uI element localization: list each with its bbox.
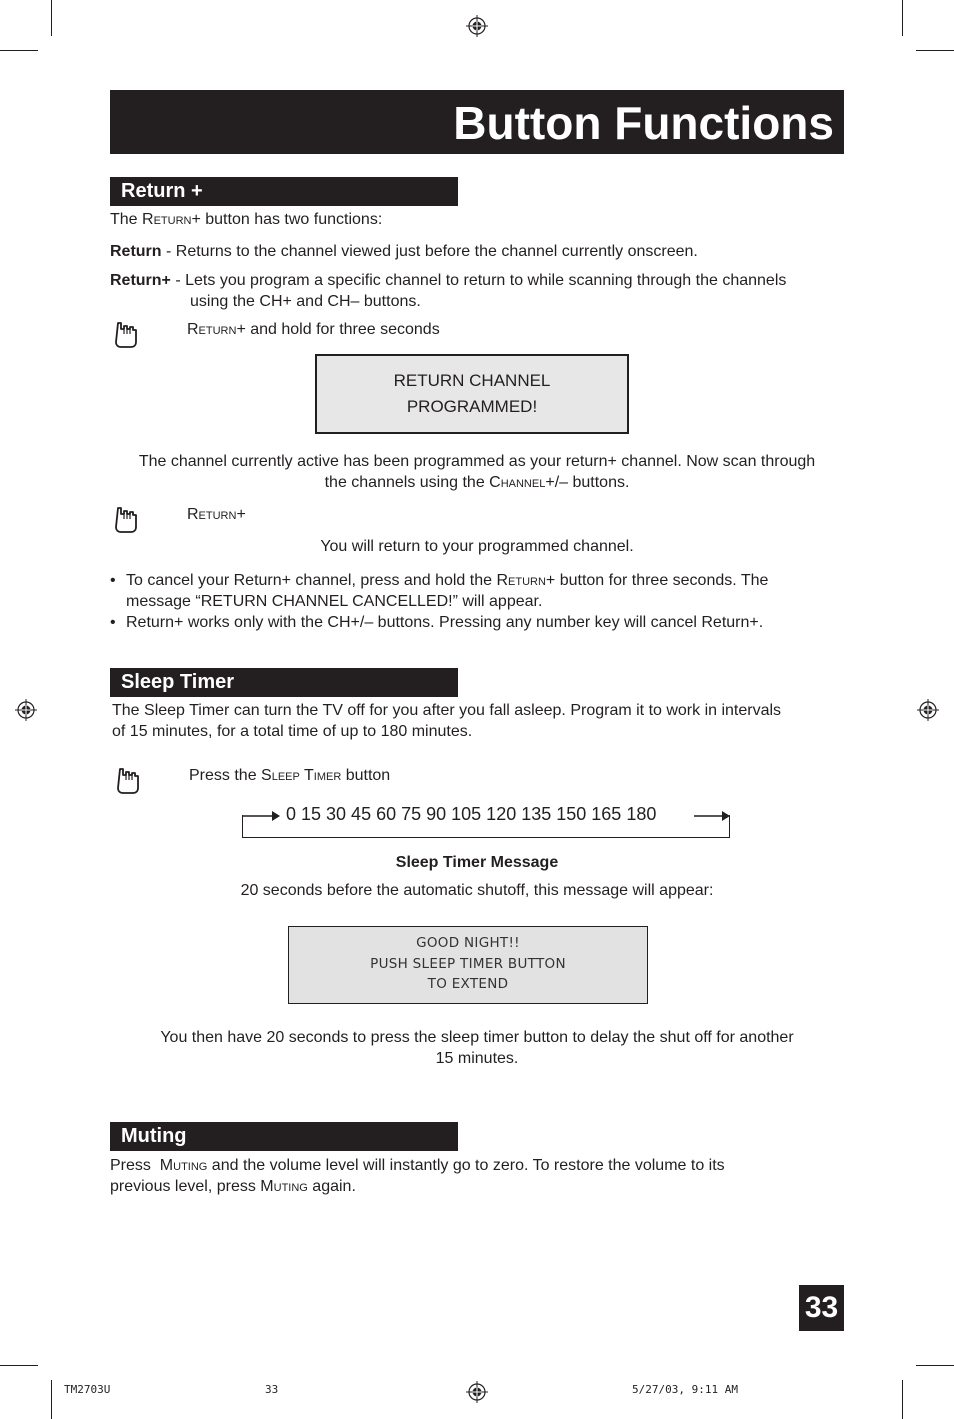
bullet-text: To cancel your Return+ channel, press and hold the xyxy=(126,572,497,589)
muting-prefix: Press xyxy=(110,1157,160,1174)
section-heading-return xyxy=(110,177,458,206)
page-title: Button Functions xyxy=(453,97,834,149)
return-step-2-result: You will return to your programmed channel. xyxy=(320,538,634,555)
return-step-1 xyxy=(187,319,440,340)
section-heading-muting xyxy=(110,1122,458,1151)
bullet-text: + button for three seconds. The xyxy=(545,572,769,589)
registration-mark-icon xyxy=(917,699,939,721)
return-plus-desc-line2: using the CH+ and CH– buttons. xyxy=(190,293,421,310)
return-step-2 xyxy=(187,504,246,525)
sleep-timer-key-label: Sleep Timer xyxy=(261,767,342,784)
screen-line: GOOD NIGHT!! xyxy=(416,935,520,951)
return-key-label: Return xyxy=(496,572,546,589)
muting-suffix: and the volume level will instantly go to zero. To restore the volume to its xyxy=(207,1157,725,1174)
crop-mark xyxy=(916,50,954,51)
crop-mark xyxy=(916,1365,954,1366)
muting-line1 xyxy=(110,1155,725,1176)
sleep-message-intro: 20 seconds before the automatic shutoff, this message will appear: xyxy=(240,882,714,899)
bullet-marker: • xyxy=(110,614,116,631)
return-after-line1: The channel currently active has been programmed as your return+ channel. Now scan through xyxy=(138,453,816,470)
crop-mark xyxy=(51,1380,52,1419)
return-definition xyxy=(110,241,698,262)
registration-mark-icon xyxy=(466,15,488,37)
pointing-hand-icon xyxy=(112,504,146,536)
muting-key-label: Muting xyxy=(260,1178,308,1195)
muting-line2 xyxy=(110,1176,356,1197)
page-number: 33 xyxy=(799,1285,844,1331)
return-term: Return xyxy=(110,243,162,260)
return-after-line2 xyxy=(110,472,844,493)
footer-page: 33 xyxy=(265,1383,279,1396)
return-step-2-suffix: + xyxy=(236,506,246,523)
sleep-interval-values: 0 15 30 45 60 75 90 105 120 135 150 165 180 xyxy=(282,804,660,825)
sleep-step xyxy=(189,765,390,786)
return-bullet-1-line1 xyxy=(126,570,768,591)
sleep-intro-line1: The Sleep Timer can turn the TV off for you after you fall asleep. Program it to work in intervals xyxy=(112,702,782,719)
pointing-hand-icon xyxy=(112,319,146,351)
section-heading-sleep-timer xyxy=(110,668,458,697)
return-after-suffix: +/– buttons. xyxy=(545,474,630,491)
crop-mark xyxy=(51,0,52,36)
footer-timestamp: 5/27/03, 9:11 AM xyxy=(632,1383,738,1396)
return-bullet-1-line2: message “RETURN CHANNEL CANCELLED!” will appear. xyxy=(126,593,543,610)
onscreen-message-good-night xyxy=(288,926,648,1004)
return-key-label: Return xyxy=(187,321,237,338)
screen-line: TO EXTEND xyxy=(427,976,509,992)
page-title-bar xyxy=(110,90,844,154)
sleep-step-suffix: button xyxy=(341,767,391,784)
crop-mark xyxy=(902,1380,903,1419)
return-bullet-2: Return+ works only with the CH+/– buttons. Pressing any number key will cancel Return+. xyxy=(126,614,764,631)
screen-line: PROGRAMMED! xyxy=(406,397,538,416)
bullet-marker: • xyxy=(110,572,116,589)
crop-mark xyxy=(0,50,38,51)
return-key-label: Return xyxy=(142,211,192,228)
channel-key-label: Channel xyxy=(489,474,546,491)
return-key-label: Return xyxy=(187,506,237,523)
screen-line: RETURN CHANNEL xyxy=(393,371,551,390)
return-plus-term: Return+ xyxy=(110,272,171,289)
return-desc: - Returns to the channel viewed just before the channel currently onscreen. xyxy=(161,243,698,260)
return-intro-prefix: The xyxy=(110,211,143,228)
muting-prefix: previous level, press xyxy=(110,1178,261,1195)
registration-mark-icon xyxy=(466,1381,488,1403)
muting-suffix: again. xyxy=(307,1178,356,1195)
sleep-after-line2: 15 minutes. xyxy=(435,1050,519,1067)
sleep-intro-line2: of 15 minutes, for a total time of up to 180 minutes. xyxy=(112,723,473,740)
sleep-step-prefix: Press the xyxy=(189,767,262,784)
section-heading-label: Muting xyxy=(121,1125,187,1147)
crop-mark xyxy=(902,0,903,36)
sleep-message-heading: Sleep Timer Message xyxy=(395,854,559,871)
return-step-1-text: + and hold for three seconds xyxy=(236,321,440,338)
section-heading-label: Return + xyxy=(121,180,203,202)
return-intro-suffix: + button has two functions: xyxy=(191,211,383,228)
pointing-hand-icon xyxy=(114,765,148,797)
return-after-prefix: the channels using the xyxy=(324,474,490,491)
screen-line: PUSH SLEEP TIMER BUTTON xyxy=(370,955,566,972)
registration-mark-icon xyxy=(15,699,37,721)
return-plus-desc-line1: - Lets you program a specific channel to return to while scanning through the channels xyxy=(170,272,787,289)
onscreen-message-return-programmed xyxy=(315,354,629,434)
sleep-after-line1: You then have 20 seconds to press the sleep timer button to delay the shut off for another xyxy=(160,1029,794,1046)
return-intro xyxy=(110,209,382,230)
section-heading-label: Sleep Timer xyxy=(121,671,235,693)
muting-key-label: Muting xyxy=(159,1157,208,1174)
footer-model: TM2703U xyxy=(64,1383,111,1396)
crop-mark xyxy=(0,1365,38,1366)
return-plus-definition xyxy=(110,270,786,291)
